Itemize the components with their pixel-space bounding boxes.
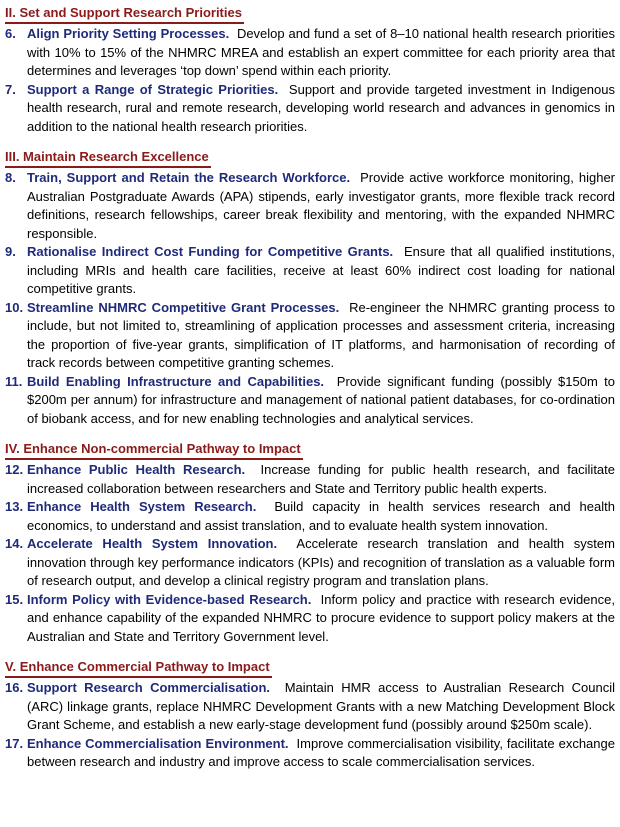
recommendation-number: 6. xyxy=(5,26,16,41)
recommendation-text: Provide significant funding (possibly $150m to $200m per annum) for infrastructure and management of national patient databases, for co-ordination of biobank access, and for new enabling technologies and analytical services. xyxy=(27,373,616,426)
recommendation-number: 17. xyxy=(5,735,24,751)
recommendation-text: Ensure that all qualified institutions, including MRIs and health care facilities, receive at least 60% indirect cost loading for national competitive grants. xyxy=(27,244,615,296)
recommendation-text: Maintain HMR access to Australian Research Council (ARC) linkage grants, replace NHMRC Development Grants with a new Matching Development Block Grant Scheme, and establish a new early-stage development fund (possibly around $250m scale). xyxy=(27,680,615,732)
section xyxy=(5,440,615,646)
recommendation-number: 13. xyxy=(5,499,24,514)
recommendation-number: 11. xyxy=(5,373,23,389)
recommendation-number: 15. xyxy=(5,591,24,607)
recommendation-text: Support and provide targeted investment in Indigenous health research, rural and remote research, developing world research and advances in genomics in addition to the national health research priorities. xyxy=(27,81,615,134)
recommendation-body xyxy=(27,461,615,498)
recommendation-item xyxy=(5,81,615,137)
recommendation-item xyxy=(5,591,615,647)
recommendation-body xyxy=(27,25,615,81)
recommendation-body xyxy=(27,735,615,772)
section-heading: II. Set and Support Research Priorities xyxy=(5,4,244,24)
recommendation-heading: Streamline NHMRC Competitive Grant Processes. xyxy=(27,299,340,315)
recommendation-heading: Inform Policy with Evidence-based Research. xyxy=(27,591,312,607)
recommendation-text: Inform policy and practice with research evidence, and enhance capability of the expanded NHMRC to procure evidence to support policy makers at the Australian and State and Territory Government level. xyxy=(27,591,615,644)
recommendation-item xyxy=(5,169,615,243)
section-heading: V. Enhance Commercial Pathway to Impact xyxy=(5,658,272,678)
recommendation-text: Re-engineer the NHMRC granting process to include, but not limited to, streamlining of application processes and assessment criteria, increasing the proportion of five-year grants, simplification of IT platforms, and harmonisation of recording of track records between competitive granting schemes. xyxy=(27,299,615,370)
recommendation-heading: Support a Range of Strategic Priorities. xyxy=(27,81,279,97)
section xyxy=(5,4,615,136)
recommendation-heading: Enhance Commercialisation Environment. xyxy=(27,735,289,751)
recommendation-body xyxy=(27,81,615,137)
recommendation-number: 14. xyxy=(5,536,24,551)
recommendation-body xyxy=(27,299,615,373)
recommendation-text: Provide active workforce monitoring, higher Australian Postgraduate Awards (APA) stipends, early investigator grants, more flexible track record definitions, research fellowships, career break flexibility and mentoring, with the expanded NHMRC responsible. xyxy=(27,170,616,241)
recommendation-body xyxy=(27,535,615,591)
recommendation-item xyxy=(5,535,615,591)
recommendation-item xyxy=(5,299,615,373)
recommendation-number: 9. xyxy=(5,244,16,259)
recommendation-text: Accelerate research translation and health system innovation through key performance indicators (KPIs) and recognition of translation as a valuable form of research output, and develop a clinical registry program and translation plans. xyxy=(27,536,615,588)
section-heading: III. Maintain Research Excellence xyxy=(5,148,211,168)
recommendation-number: 16. xyxy=(5,680,24,695)
section xyxy=(5,148,615,428)
recommendation-heading: Accelerate Health System Innovation. xyxy=(27,536,278,551)
recommendation-item xyxy=(5,735,615,772)
section xyxy=(5,658,615,772)
recommendation-body xyxy=(27,243,615,299)
recommendation-number: 8. xyxy=(5,170,16,185)
recommendation-text: Increase funding for public health research, and facilitate increased collaboration between researchers and State and Territory public health experts. xyxy=(27,462,615,496)
recommendation-text: Build capacity in health services research and health economics, to understand and assist translation, and to evaluate health system innovation. xyxy=(27,499,615,533)
recommendation-number: 12. xyxy=(5,462,24,477)
section-heading: IV. Enhance Non-commercial Pathway to Impact xyxy=(5,440,303,460)
recommendation-text: Develop and fund a set of 8–10 national health research priorities with 10% to 15% of the NHMRC MREA and establish an expert committee for each priority area that determines and leverages ‘top down’ spend within each priority. xyxy=(27,26,615,78)
recommendation-item xyxy=(5,373,615,429)
recommendation-heading: Enhance Health System Research. xyxy=(27,499,257,514)
recommendation-body xyxy=(27,169,615,243)
recommendation-body xyxy=(27,591,615,647)
recommendation-number: 10. xyxy=(5,299,24,315)
recommendation-heading: Align Priority Setting Processes. xyxy=(27,26,230,41)
recommendation-heading: Rationalise Indirect Cost Funding for Competitive Grants. xyxy=(27,244,394,259)
recommendation-item xyxy=(5,679,615,735)
recommendation-text: Improve commercialisation visibility, facilitate exchange between research and industry and improve access to scale commercialisation services. xyxy=(27,735,615,769)
recommendation-item xyxy=(5,25,615,81)
recommendation-number: 7. xyxy=(5,81,16,97)
recommendation-heading: Support Research Commercialisation. xyxy=(27,680,270,695)
recommendation-item xyxy=(5,498,615,535)
recommendation-body xyxy=(27,373,615,429)
recommendation-heading: Build Enabling Infrastructure and Capabilities. xyxy=(27,373,325,389)
recommendation-body xyxy=(27,679,615,735)
recommendation-body xyxy=(27,498,615,535)
recommendation-item xyxy=(5,243,615,299)
recommendation-heading: Enhance Public Health Research. xyxy=(27,462,246,477)
recommendation-item xyxy=(5,461,615,498)
recommendation-heading: Train, Support and Retain the Research Workforce. xyxy=(27,170,351,185)
